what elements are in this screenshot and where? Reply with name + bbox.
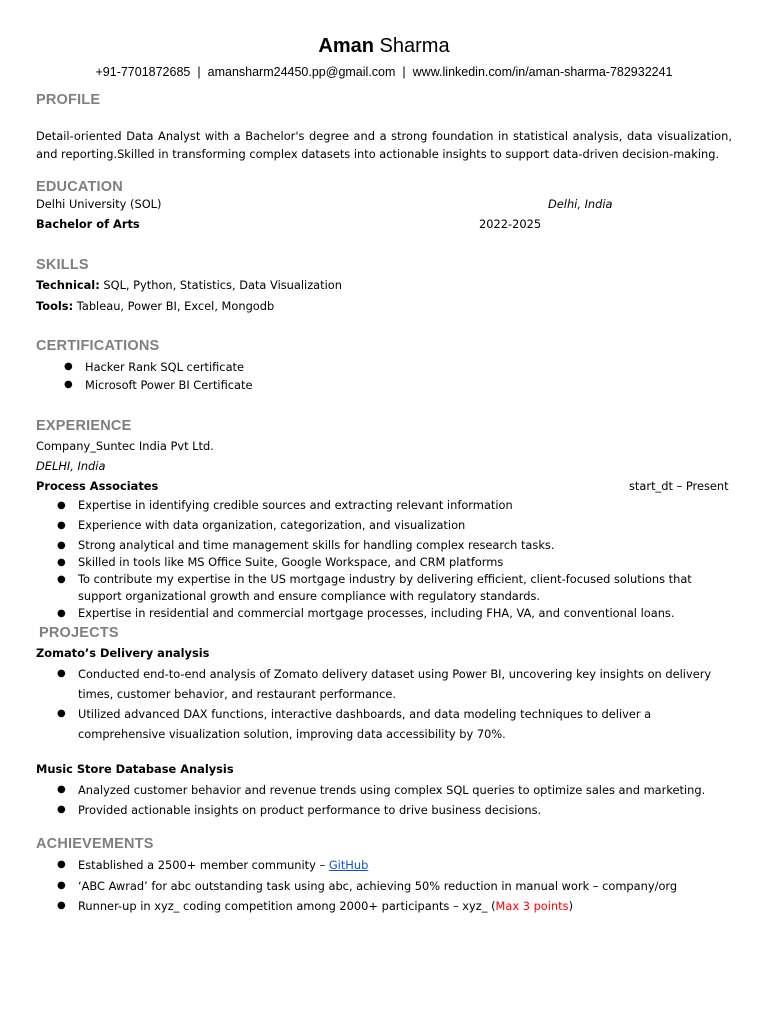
- experience-text: Strong analytical and time management skills for handling complex research tasks.: [78, 538, 555, 552]
- experience-location: DELHI, India: [36, 459, 106, 473]
- list-item: [33, 780, 705, 800]
- bullet-icon: ●: [57, 540, 66, 551]
- list-item: [33, 855, 677, 876]
- achievement-text-end: ): [568, 899, 574, 913]
- list-item: [33, 896, 677, 917]
- separator: |: [402, 65, 406, 79]
- contact-line: [0, 65, 768, 79]
- projects-heading: PROJECTS: [39, 625, 119, 641]
- separator: |: [197, 65, 201, 79]
- education-heading: EDUCATION: [36, 179, 123, 195]
- achievement-text: ‘ABC Awrad’ for abc outstanding task using abc, achieving 50% reduction in manual work – company/org: [78, 878, 678, 893]
- certifications-heading: CERTIFICATIONS: [36, 338, 160, 354]
- list-item: [33, 800, 705, 820]
- education-institution: Delhi University (SOL): [36, 197, 162, 211]
- experience-list: [33, 497, 733, 622]
- list-item: [40, 358, 252, 376]
- profile-text: Detail-oriented Data Analyst with a Bachelor's degree and a strong foundation in statistical analysis, data visualization, and reporting.Skilled in transforming complex datasets into actionable insights to support data-driven decision-making.: [36, 129, 732, 161]
- bullet-icon: ●: [57, 557, 66, 568]
- experience-company: Company_Suntec India Pvt Ltd.: [36, 439, 214, 453]
- bullet-icon: ●: [57, 900, 66, 911]
- experience-text: Skilled in tools like MS Office Suite, Google Workspace, and CRM platforms: [78, 555, 504, 569]
- achievement-text: Established a 2500+ member community –: [78, 858, 329, 872]
- list-item: [40, 376, 252, 394]
- bullet-icon: ●: [57, 708, 66, 719]
- achievements-heading: ACHIEVEMENTS: [36, 836, 154, 852]
- certifications-list: [40, 358, 252, 394]
- experience-text: To contribute my expertise in the US mortgage industry by delivering efficient, client-focused solutions that support organizational growth and ensure compliance with regulatory standards.: [78, 572, 692, 603]
- linkedin-url: www.linkedin.com/in/aman-sharma-782932241: [412, 65, 673, 79]
- education-degree: Bachelor of Arts: [36, 217, 140, 231]
- first-name: Aman: [318, 35, 374, 57]
- skills-technical-value: SQL, Python, Statistics, Data Visualization: [99, 278, 342, 292]
- experience-dates: start_dt – Present: [629, 479, 729, 493]
- profile-heading: PROFILE: [36, 92, 101, 108]
- candidate-name: [0, 35, 768, 58]
- list-item: [33, 664, 733, 704]
- bullet-icon: ●: [64, 361, 73, 372]
- education-location: Delhi, India: [548, 197, 613, 211]
- skills-tools: [36, 297, 274, 316]
- github-link[interactable]: GitHub: [328, 858, 369, 872]
- bullet-icon: ●: [64, 379, 73, 390]
- skills-tools-label: Tools:: [36, 299, 74, 313]
- certification-text: Hacker Rank SQL certificate: [85, 360, 245, 374]
- project-text: Analyzed customer behavior and revenue trends using complex SQL queries to optimize sales and marketing.: [78, 783, 706, 797]
- experience-role: Process Associates: [36, 479, 159, 493]
- achievement-text: Runner-up in xyz_ coding competition among 2000+ participants – xyz_ (: [78, 899, 496, 913]
- bullet-icon: ●: [57, 520, 66, 531]
- project-title: Zomato’s Delivery analysis: [36, 646, 210, 660]
- email-address: amansharm24450.pp@gmail.com: [207, 65, 396, 79]
- skills-technical: [36, 276, 342, 295]
- project-text: Provided actionable insights on product performance to drive business decisions.: [78, 803, 542, 817]
- skills-tools-value: Tableau, Power BI, Excel, Mongodb: [73, 299, 275, 313]
- bullet-icon: ●: [57, 608, 66, 619]
- skills-technical-label: Technical:: [36, 278, 100, 292]
- bullet-icon: ●: [57, 500, 66, 511]
- list-item: [33, 537, 733, 554]
- list-item: [33, 497, 733, 517]
- last-name: Sharma: [379, 35, 450, 57]
- list-item: [33, 571, 733, 605]
- project-text: Utilized advanced DAX functions, interactive dashboards, and data modeling techniques to deliver a comprehensive visualization solution, improving data accessibility by 70%.: [78, 707, 652, 741]
- phone-number: +91-7701872685: [95, 65, 191, 79]
- project-list: [33, 780, 705, 820]
- bullet-icon: ●: [57, 804, 66, 815]
- project-list: [33, 664, 733, 744]
- experience-text: Expertise in identifying credible sources and extracting relevant information: [78, 498, 513, 512]
- bullet-icon: ●: [57, 668, 66, 679]
- experience-text: Experience with data organization, categorization, and visualization: [78, 518, 466, 532]
- list-item: [33, 517, 733, 537]
- skills-heading: SKILLS: [36, 257, 89, 273]
- project-text: Conducted end-to-end analysis of Zomato delivery dataset using Power BI, uncovering key insights on delivery times, customer behavior, and restaurant performance.: [78, 667, 712, 701]
- experience-text: Expertise in residential and commercial mortgage processes, including FHA, VA, and conventional loans.: [78, 606, 675, 620]
- experience-heading: EXPERIENCE: [36, 418, 132, 434]
- project-title: Music Store Database Analysis: [36, 762, 234, 776]
- certification-text: Microsoft Power BI Certificate: [85, 378, 253, 392]
- bullet-icon: ●: [57, 879, 66, 891]
- list-item: [33, 554, 733, 571]
- list-item: [33, 605, 733, 622]
- list-item: [33, 704, 733, 744]
- highlight-note: Max 3 points: [495, 899, 569, 913]
- bullet-icon: ●: [57, 574, 66, 585]
- education-years: 2022-2025: [479, 217, 542, 231]
- achievements-list: [33, 855, 677, 917]
- list-item: [33, 876, 677, 897]
- bullet-icon: ●: [57, 784, 66, 795]
- bullet-icon: ●: [57, 859, 66, 870]
